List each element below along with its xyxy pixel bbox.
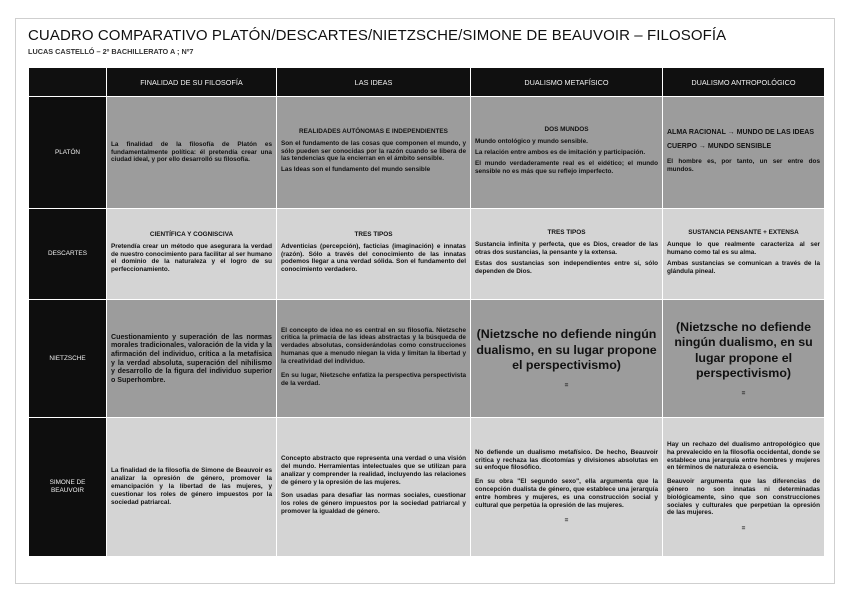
equals-sign: =	[741, 389, 746, 397]
cell-title: TRES TIPOS	[547, 229, 586, 237]
cell-paragraph: Adventicias (percepción), facticias (imaginación) e innatas (razón). Sólo a través del conocimiento de las innatas podemos llegar a una verdad sólida. Son el fundamento del conocimiento verdadero.	[281, 242, 466, 274]
cell-big-text: (Nietzsche no defiende ningún dualismo, en su lugar propone el perspectivismo)	[476, 327, 657, 373]
cell-paragraph: Pretendía crear un método que asegurara la verdad de nuestro conocimiento para facilitar al ser humano el dominio de la naturaleza y el logro de su perfeccionamiento.	[111, 242, 272, 274]
table-row-platon	[29, 97, 825, 209]
cell-paragraph: Hay un rechazo del dualismo antropológico que ha prevalecido en la filosofía occidental, donde se establece una jerarquía entre hombres y mujeres en términos de naturaleza o esencia.	[667, 440, 820, 472]
cell-paragraph: Beauvoir argumenta que las diferencias de género no son innatas ni determinadas biológicamente, sino que son construcciones sociales y culturales que perpetúan la opresión de las mujeres.	[667, 478, 820, 517]
cell-platon-metafisico	[471, 97, 663, 209]
equals-sign: =	[741, 525, 746, 533]
cell-paragraph: En su obra "El segundo sexo", ella argumenta que la concepción dualista de género, que establece una jerarquía entre hombres y mujeres, es una construcción social y cultural que perpetúa la opresión de las mujeres.	[475, 478, 658, 509]
cell-descartes-ideas	[277, 209, 471, 300]
cell-big-text: (Nietzsche no defiende ningún dualismo, en su lugar propone el perspectivismo)	[674, 319, 813, 381]
cell-title: CIENTÍFICA Y COGNISCIVA	[149, 230, 234, 238]
header-row	[29, 68, 825, 97]
row-header-beauvoir: SIMONE DE BEAUVOIR	[29, 418, 107, 557]
table-row-beauvoir	[29, 418, 825, 557]
header-corner	[29, 68, 107, 97]
document-page	[15, 18, 835, 584]
cell-platon-antropologico	[663, 97, 825, 209]
column-header-dualismo-antropologico: DUALISMO ANTROPOLÓGICO	[663, 68, 825, 97]
cell-paragraph: El concepto de idea no es central en su filosofía. Nietzsche critica la primacía de las ideas abstractas y la búsqueda de verdades absolutas, considerándolas como construcciones humanas que a menudo niegan la vida y limitan la libertad y la creatividad del individuo.	[281, 326, 466, 365]
document-title: CUADRO COMPARATIVO PLATÓN/DESCARTES/NIETZSCHE/SIMONE DE BEAUVOIR – FILOSOFÍA	[28, 27, 727, 44]
cell-title: REALIDADES AUTÓNOMAS E INDEPENDIENTES	[299, 127, 448, 135]
column-header-finalidad: FINALIDAD DE SU FILOSOFÍA	[107, 68, 277, 97]
table-row-nietzsche	[29, 300, 825, 418]
column-header-dualismo-metafisico: DUALISMO METAFÍSICO	[471, 68, 663, 97]
cell-paragraph: Concepto abstracto que representa una verdad o una visión del mundo. Herramientas intelectuales que se utilizan para analizar y comprender la realidad, incluyendo las relaciones de género y la opresión de las mujeres.	[281, 455, 466, 486]
cell-platon-finalidad: La finalidad de la filosofía de Platón es fundamentalmente política: él pretendía crear una ciudad ideal, y por ello desarrolló su filosofía.	[107, 97, 277, 209]
cell-descartes-antropologico	[663, 209, 825, 300]
cell-title: TRES TIPOS	[354, 230, 393, 238]
equals-sign: =	[564, 517, 569, 525]
cell-title: SUSTANCIA PENSANTE + EXTENSA	[688, 229, 799, 237]
cell-title: DOS MUNDOS	[544, 126, 589, 134]
table-row-descartes	[29, 209, 825, 300]
cell-paragraph: Mundo ontológico y mundo sensible.	[475, 138, 588, 146]
cell-paragraph: Son el fundamento de las cosas que componen el mundo, y sólo pueden ser conocidas por la razón cuando se libera de las tendencias que la encierran en el ámbito sensible.	[281, 139, 466, 163]
cell-paragraph: Estas dos sustancias son independientes entre sí, sólo dependen de Dios.	[475, 259, 658, 275]
cell-nietzsche-ideas	[277, 300, 471, 418]
cell-paragraph: Sustancia infinita y perfecta, que es Dios, creador de las otras dos sustancias, la pensante y la extensa.	[475, 241, 658, 257]
cell-paragraph: Son usadas para desafiar las normas sociales, cuestionar los roles de género impuestos por la sociedad patriarcal y promover la igualdad de género.	[281, 492, 466, 516]
cell-paragraph: No defiende un dualismo metafísico. De hecho, Beauvoir critica y rechaza las dicotomías y divisiones absolutas en su enfoque filosófico.	[475, 448, 658, 472]
cell-paragraph: El mundo verdaderamente real es el eidético; el mundo sensible no es más que su reflejo imperfecto.	[475, 159, 658, 175]
cell-paragraph: La relación entre ambos es de imitación y participación.	[475, 149, 646, 157]
cell-paragraph: ALMA RACIONAL → MUNDO DE LAS IDEAS	[667, 128, 814, 136]
cell-paragraph: Ambas sustancias se comunican a través de la glándula pineal.	[667, 259, 820, 275]
cell-nietzsche-finalidad: Cuestionamiento y superación de las normas morales tradicionales, valoración de la vida y la afirmación del individuo, crítica a la metafísica y la verdad absoluta, superación del nihilismo y desarrollo de la figura del individuo superior o Superhombre.	[107, 300, 277, 418]
document-subtitle: LUCAS CASTELLÓ – 2º BACHILLERATO A ; Nº7	[28, 47, 194, 56]
cell-paragraph: CUERPO → MUNDO SENSIBLE	[667, 143, 772, 151]
row-header-nietzsche: NIETZSCHE	[29, 300, 107, 418]
cell-nietzsche-antropologico	[663, 300, 825, 418]
cell-paragraph: El hombre es, por tanto, un ser entre dos mundos.	[667, 157, 820, 173]
cell-beauvoir-antropologico	[663, 418, 825, 557]
column-header-ideas: LAS IDEAS	[277, 68, 471, 97]
equals-sign: =	[564, 381, 569, 389]
cell-paragraph: Las Ideas son el fundamento del mundo sensible	[281, 166, 431, 174]
cell-nietzsche-metafisico	[471, 300, 663, 418]
comparison-table	[28, 67, 825, 557]
row-header-descartes: DESCARTES	[29, 209, 107, 300]
cell-descartes-metafisico	[471, 209, 663, 300]
cell-paragraph: En su lugar, Nietzsche enfatiza la perspectiva perspectivista de la verdad.	[281, 371, 466, 387]
row-header-platon: PLATÓN	[29, 97, 107, 209]
cell-beauvoir-metafisico	[471, 418, 663, 557]
cell-descartes-finalidad	[107, 209, 277, 300]
cell-beauvoir-ideas	[277, 418, 471, 557]
cell-paragraph: Aunque lo que realmente caracteriza al ser humano como tal es su alma.	[667, 241, 820, 257]
cell-beauvoir-finalidad: La finalidad de la filosofía de Simone de Beauvoir es analizar la opresión de género, promover la emancipación y la libertad de las mujeres, y cuestionar los roles de género impuestos por la sociedad patriarcal.	[107, 418, 277, 557]
cell-platon-ideas	[277, 97, 471, 209]
